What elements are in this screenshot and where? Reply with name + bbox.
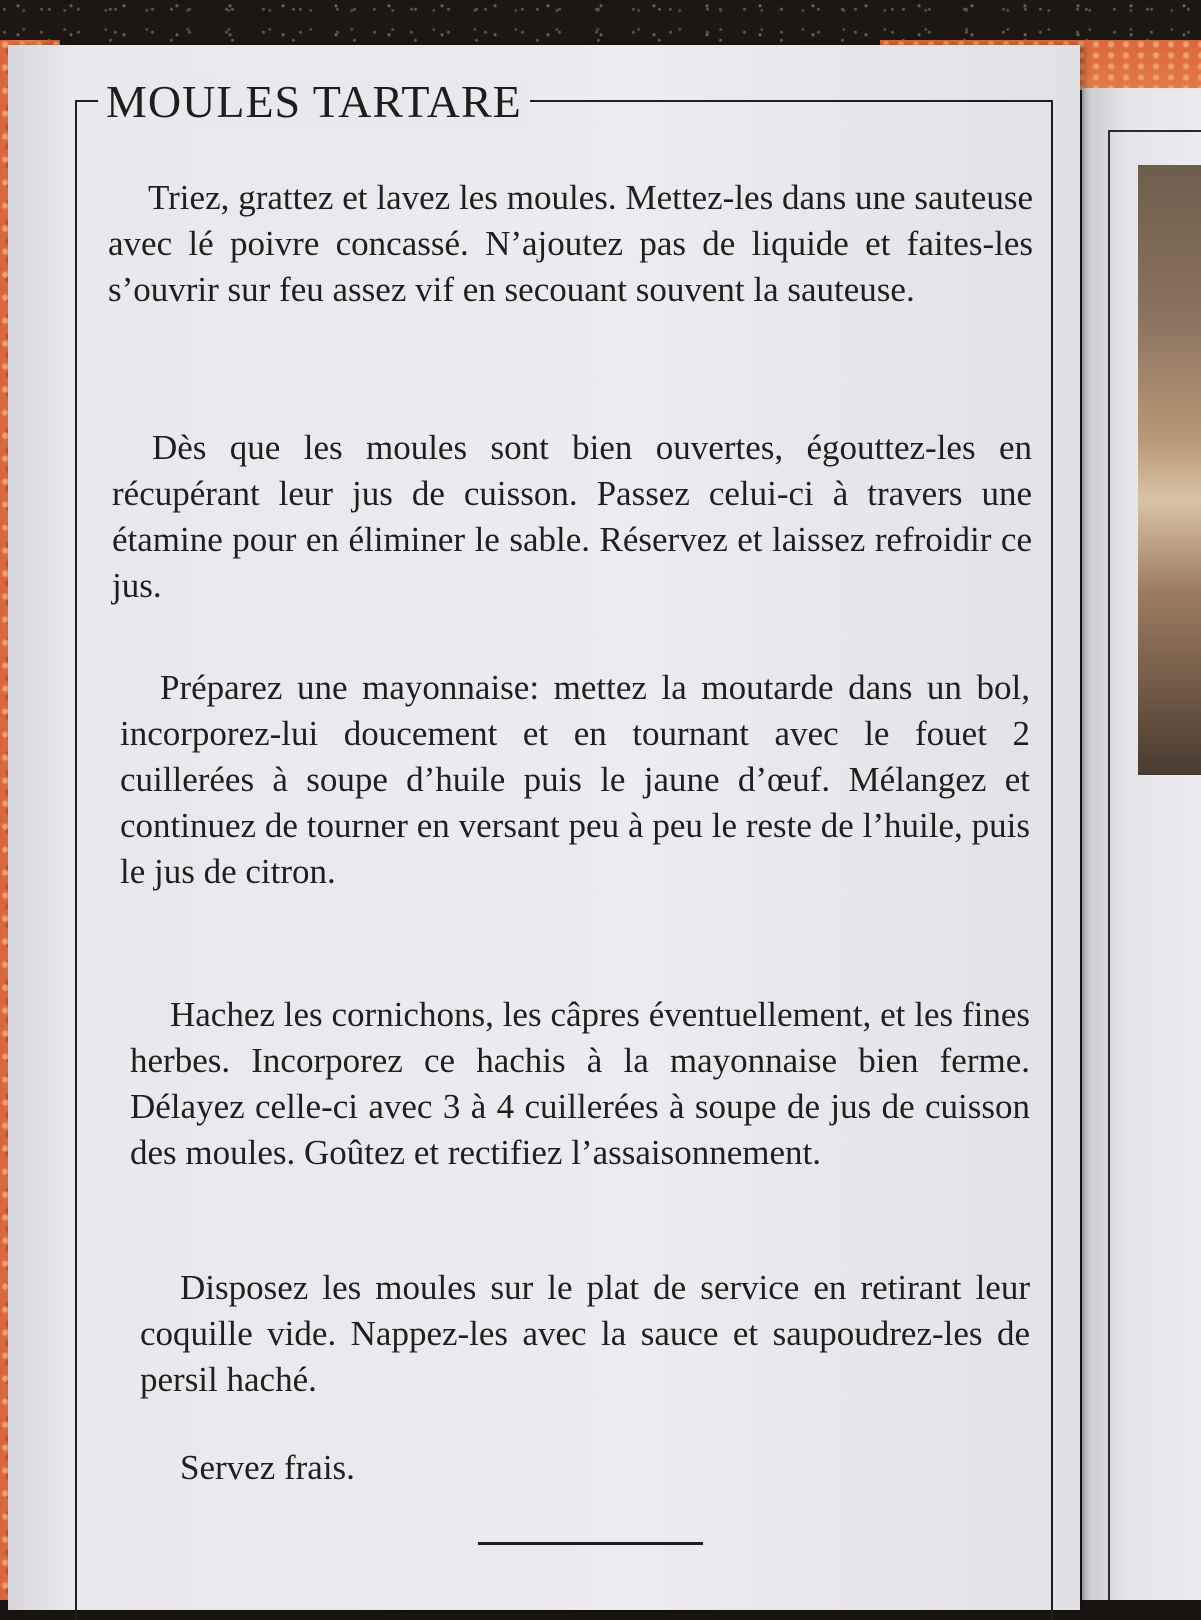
recipe-step: Disposez les moules sur le plat de service en retirant leur coquille vide. Nappez-les avec la sauce et saupoudrez-les de persil haché. — [140, 1268, 1030, 1399]
recipe-step: Triez, grattez et lavez les moules. Mettez-les dans une sauteuse avec lé poivre concassé. N’ajoutez pas de liquide et faites-les s’ouvrir sur feu assez vif en secouant souvent la sauteuse. — [108, 178, 1033, 309]
recipe-step: Préparez une mayonnaise: mettez la moutarde dans un bol, incorporez-lui doucement et en tournant avec le fouet 2 cuillerées à soupe d’huile puis le jaune d’œuf. Mélangez et continuez de tourner en versant peu à peu le reste de l’huile, puis le jus de citron. — [120, 668, 1030, 891]
end-rule — [478, 1542, 703, 1545]
recipe-title: MOULES TARTARE — [98, 76, 530, 128]
dish-photo — [1138, 165, 1201, 775]
recipe-closing: Servez frais. — [180, 1448, 355, 1487]
recipe-step: Dès que les moules sont bien ouvertes, égouttez-les en récupérant leur jus de cuisson. Passez celui-ci à travers une étamine pour en éliminer le sable. Réservez et laissez refroidir ce jus. — [112, 428, 1032, 605]
recipe-step: Hachez les cornichons, les câpres éventuellement, et les fines herbes. Incorporez ce hachis à la mayonnaise bien ferme. Délayez celle-ci avec 3 à 4 cuillerées à soupe de jus de cuisson des moules. Goûtez et rectifiez l’assaisonnement. — [130, 995, 1030, 1172]
